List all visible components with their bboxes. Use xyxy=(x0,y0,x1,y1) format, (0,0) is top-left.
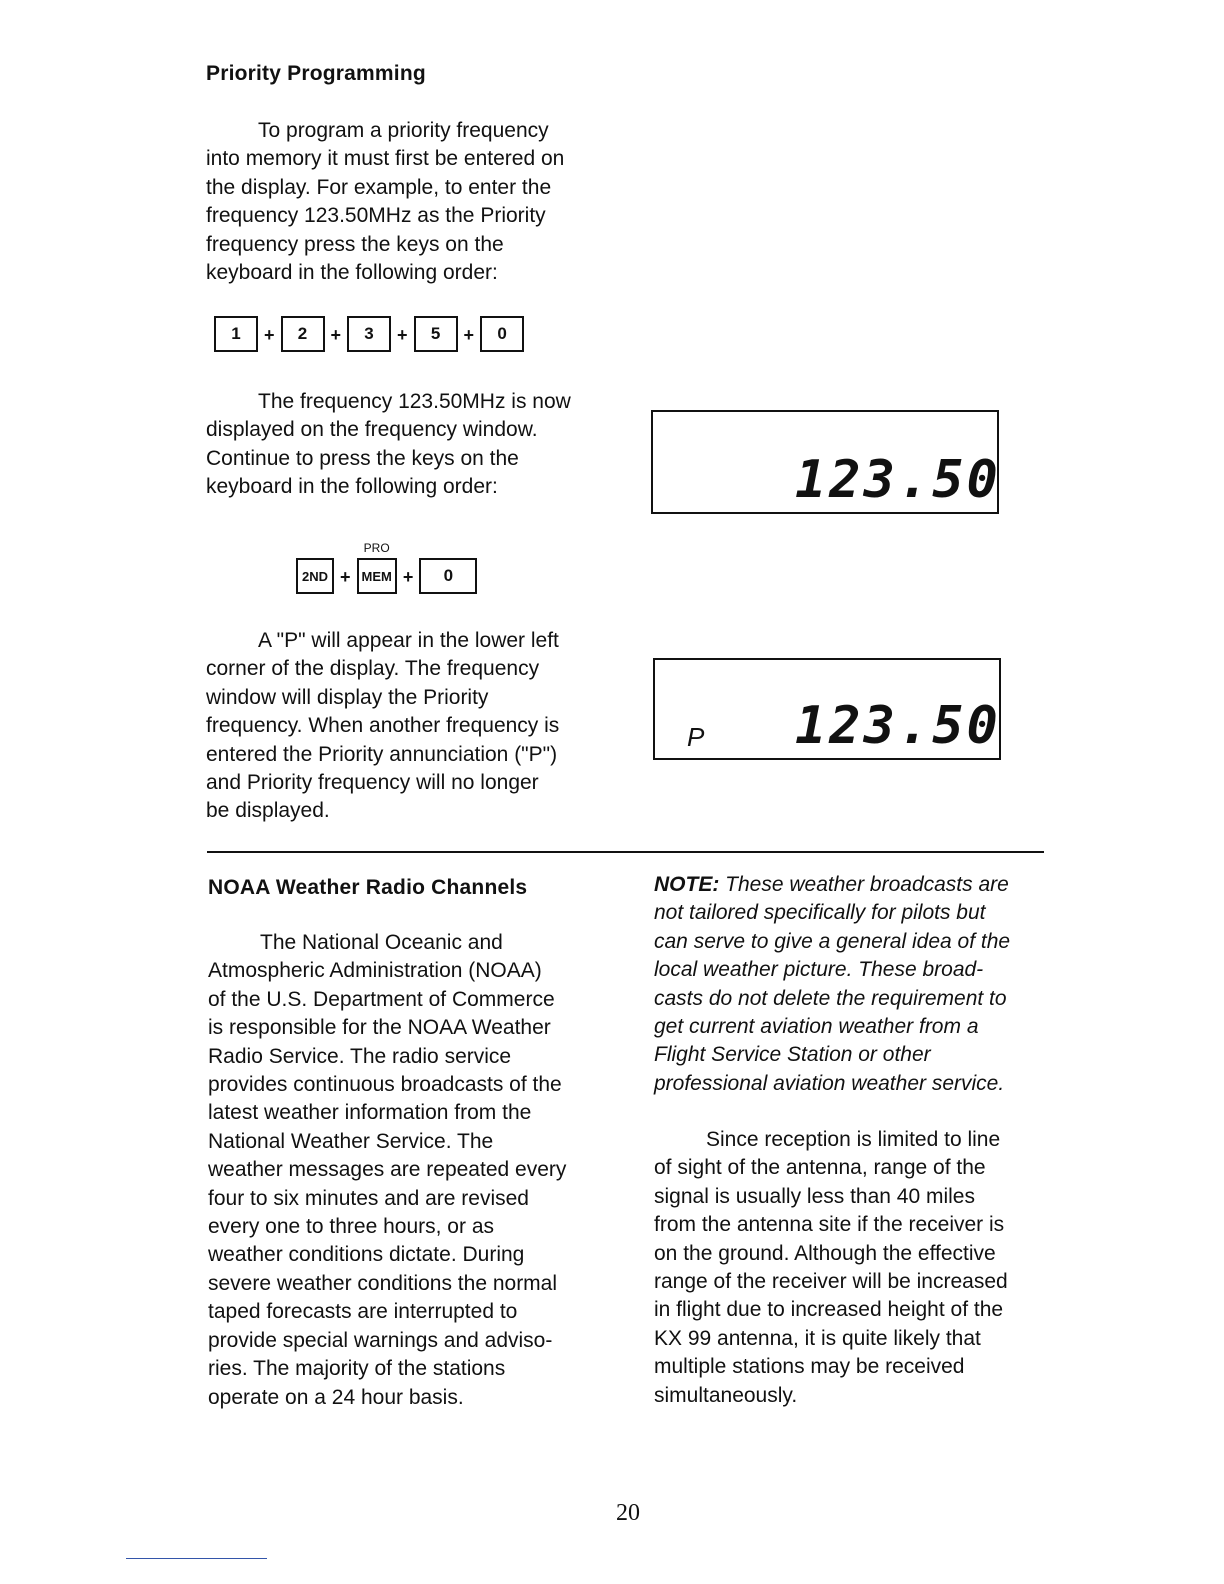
key-sequence-frequency xyxy=(214,316,524,352)
key-2: 2 xyxy=(281,316,325,352)
text-line: get current aviation weather from a xyxy=(654,1015,979,1039)
priority-annunciator: P xyxy=(687,722,705,752)
text-line: operate on a 24 hour basis. xyxy=(208,1385,464,1409)
frequency-display-1 xyxy=(651,410,999,514)
text-line: the display. For example, to enter the xyxy=(206,175,552,199)
text-line: on the ground. Although the effective xyxy=(654,1241,996,1265)
plus-sign: + xyxy=(340,567,351,587)
text-line: Radio Service. The radio service xyxy=(208,1044,512,1068)
text-line: ries. The majority of the stations xyxy=(208,1357,506,1381)
key-0: 0 xyxy=(419,558,477,594)
text-line: signal is usually less than 40 miles xyxy=(654,1184,975,1208)
key-mem xyxy=(357,541,397,594)
priority-paragraph-1 xyxy=(206,117,564,287)
text-line: A "P" will appear in the lower left xyxy=(258,629,559,652)
plus-sign: + xyxy=(397,325,408,345)
text-line: range of the receiver will be increased xyxy=(654,1270,1008,1294)
section-heading-priority: Priority Programming xyxy=(206,62,426,85)
text-line: severe weather conditions the normal xyxy=(208,1271,558,1295)
text-line: corner of the display. The frequency xyxy=(206,657,540,681)
text-line: latest weather information from the xyxy=(208,1101,532,1125)
text-line: These weather broadcasts are xyxy=(719,873,1009,896)
text-line: is responsible for the NOAA Weather xyxy=(208,1016,551,1040)
priority-paragraph-3 xyxy=(206,627,559,826)
text-line: Continue to press the keys on the xyxy=(206,446,519,470)
key-mem-label: MEM xyxy=(361,568,392,584)
footer-line xyxy=(126,1558,267,1559)
text-line: keyboard in the following order: xyxy=(206,261,498,285)
text-line: into memory it must first be entered on xyxy=(206,147,565,171)
text-line: multiple stations may be received xyxy=(654,1355,965,1379)
text-line: The frequency 123.50MHz is now xyxy=(258,390,571,413)
text-line: can serve to give a general idea of the xyxy=(654,929,1011,953)
text-line: frequency 123.50MHz as the Priority xyxy=(206,204,546,228)
text-line: entered the Priority annunciation ("P") xyxy=(206,742,558,766)
text-line: keyboard in the following order: xyxy=(206,475,498,499)
key-1: 1 xyxy=(214,316,258,352)
note-label: NOTE: xyxy=(654,873,720,896)
plus-sign: + xyxy=(264,325,275,345)
text-line: provide special warnings and adviso- xyxy=(208,1328,553,1352)
text-line: The National Oceanic and xyxy=(260,931,503,954)
text-line: To program a priority frequency xyxy=(258,119,549,142)
text-line: of sight of the antenna, range of the xyxy=(654,1156,986,1180)
display-frequency: 123.50 xyxy=(795,450,1001,510)
text-line: Flight Service Station or other xyxy=(654,1043,931,1067)
text-line: provides continuous broadcasts of the xyxy=(208,1073,562,1097)
text-line: frequency. When another frequency is xyxy=(206,714,560,738)
text-line: weather messages are repeated every xyxy=(208,1158,567,1182)
text-line: and Priority frequency will no longer xyxy=(206,771,539,795)
note-first-line xyxy=(654,871,1010,899)
text-line: frequency press the keys on the xyxy=(206,232,504,256)
plus-sign: + xyxy=(330,325,342,345)
text-line: local weather picture. These broad- xyxy=(654,958,984,982)
text-line: window will display the Priority xyxy=(206,685,489,709)
text-line: from the antenna site if the receiver is xyxy=(654,1213,1005,1237)
section-divider xyxy=(207,851,1044,853)
text-line: be displayed. xyxy=(206,799,330,823)
text-line: every one to three hours, or as xyxy=(208,1215,494,1239)
text-line: four to six minutes and are revised xyxy=(208,1186,529,1210)
page-number: 20 xyxy=(616,1500,640,1526)
priority-paragraph-2 xyxy=(206,388,571,502)
text-line: taped forecasts are interrupted to xyxy=(208,1300,518,1324)
text-line: KX 99 antenna, it is quite likely that xyxy=(654,1326,981,1350)
key-2nd: 2ND xyxy=(296,558,334,594)
text-line: Since reception is limited to line xyxy=(706,1128,1001,1151)
reception-paragraph xyxy=(654,1126,1008,1410)
text-line: casts do not delete the requirement to xyxy=(654,986,1007,1010)
frequency-display-2 xyxy=(653,658,1001,760)
plus-sign: + xyxy=(463,325,475,345)
noaa-paragraph xyxy=(208,929,566,1412)
pro-label: PRO xyxy=(363,541,390,555)
text-line: simultaneously. xyxy=(654,1383,798,1407)
plus-sign: + xyxy=(402,567,414,587)
text-line: not tailored specifically for pilots but xyxy=(654,901,986,925)
text-line: National Weather Service. The xyxy=(208,1129,494,1153)
note-paragraph xyxy=(654,871,1010,1098)
key-3: 3 xyxy=(347,316,391,352)
text-line: of the U.S. Department of Commerce xyxy=(208,987,555,1011)
section-heading-noaa: NOAA Weather Radio Channels xyxy=(208,876,528,899)
key-0: 0 xyxy=(480,316,524,352)
key-sequence-priority xyxy=(296,541,477,594)
text-line: displayed on the frequency window. xyxy=(206,418,538,442)
text-line: Atmospheric Administration (NOAA) xyxy=(208,959,542,983)
display-frequency: 123.50 xyxy=(795,696,1001,756)
text-line: weather conditions dictate. During xyxy=(208,1243,525,1267)
text-line: in flight due to increased height of the xyxy=(654,1298,1004,1322)
text-line: professional aviation weather service. xyxy=(654,1071,1005,1095)
key-5: 5 xyxy=(414,316,458,352)
